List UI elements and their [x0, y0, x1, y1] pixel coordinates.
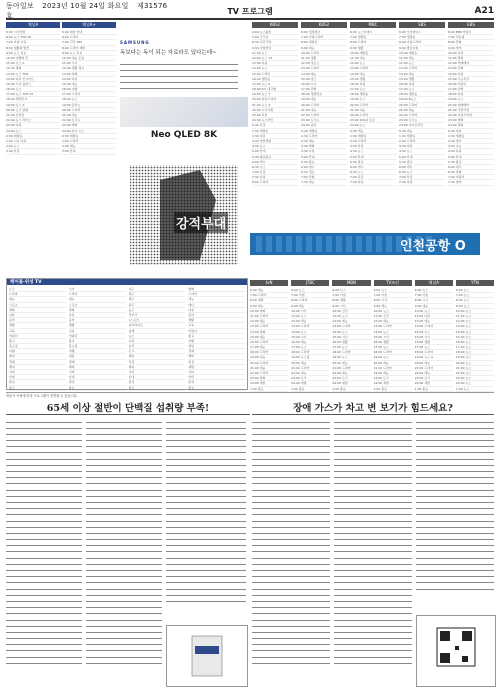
product-image [167, 626, 247, 686]
left-tv-panel [6, 22, 116, 272]
poster-title: 강적부대 [174, 212, 228, 233]
cable-box-title: 케이블·위성 TV [7, 279, 247, 285]
bottom-col-2: 6:00 뉴스 7:00 아침 8:00 드라마 9:00 예능 10:00 시사 11:00 뉴스 12:00 예능 13:00 드라마 14:00 뉴스 15:00 시사 16:00 예능 17:00 뉴스 18:00 드라마 19:00 뉴스룸 20:00 예능 21:00 드라마 22:00 예능 23:00 토크 24:00 재방 1:00 종료 [291, 288, 329, 392]
right-article-headline: 장애 가스가 차고 변 보기가 힘드세요? [252, 400, 494, 415]
cable-col-3: 야구 축구 배구 골프 농구 격투기 e스포츠 하이라이트 중계 뉴스 다큐 분석 토크 재방 특집 해외 기타 안내 편성 종료 [129, 287, 186, 391]
cable-col-2: 시사 드라마 예능 스포츠 영화 다큐 음악 생활 교육 어린이 종교 홈쇼핑 여행 게임 경제 해외 기타 안내 편성 종료 [69, 287, 126, 391]
ad-product: Neo QLED 8K [150, 130, 218, 141]
left-col1-head: 채널A [6, 22, 60, 28]
ad-brand: SAMSUNG [120, 40, 150, 45]
movie-poster [120, 160, 248, 270]
banner-text: 인천공항 O [400, 239, 466, 254]
page-number: A21 [474, 6, 495, 16]
bottom-col-5: 6:00 뉴스 7:00 아침 8:00 시사 9:00 예능 10:00 뉴스 11:00 다큐 12:00 예능 13:00 드라마 14:00 뉴스 15:00 시사 16:00 생활 17:00 뉴스 18:00 드라마 19:00 뉴스 A 20:00 예능 21:00 드라마 22:00 예능 23:00 토크 24:00 재방 1:00 종료 [415, 288, 453, 392]
right-article-col-3 [416, 420, 494, 610]
bottom-head-3: MBN [332, 280, 370, 286]
left-article-headline: 65세 이상 절반이 단백질 섭취량 부족! [6, 400, 250, 415]
left-article-col-3 [166, 420, 246, 620]
left-article-col-1 [6, 420, 82, 685]
right-article-col-1 [252, 420, 330, 685]
top-col-4: 6:00 모닝와이드 7:00 생방송 8:00 아침드라마 9:00 좋은아침 10:00 재방송 11:00 예능 12:00 뉴스 13:00 드라마 14:00 예능 15:00 생활 16:00 다큐 17:00 뉴스 18:00 생방송 19:00 8뉴스 20:00 드라마 21:00 예능 22:00 드라마 23:00 토크쇼 24:00 나이트라인 0:40 예능 1:30 재방송 2:30 드라마 3:30 다큐 4:30 뉴스 5:00 안내 5:30 종료 6:00 개시 6:30 뉴스 7:00 특집 7:30 다큐 [399, 30, 445, 186]
channel-banner [250, 233, 480, 255]
top-head-3: MBC [350, 22, 396, 28]
bottom-head-2: JTBC [291, 280, 329, 286]
top-head-4: SBS [399, 22, 445, 28]
bottom-col-3: 6:00 뉴스 7:00 아침 8:00 생활 9:00 시사 10:00 건강 11:00 뉴스 12:00 예능 13:00 드라마 14:00 뉴스 15:00 시사 16:00 생활 17:00 뉴스 18:00 드라마 19:00 뉴스 20:00 예능 21:00 드라마 22:00 예능 23:00 토크 24:00 재방 1:00 종료 [332, 288, 370, 392]
bottom-head-4: TV조선 [374, 280, 412, 286]
top-head-5: EBS [448, 22, 494, 28]
ad-body [120, 62, 238, 91]
bottom-head-5: 채널A [415, 280, 453, 286]
cable-col-1: 뉴스 드라마 예능 스포츠 영화 다큐 음악 생활 교육 어린이 종교 홈쇼핑 여행 게임 경제 해외 기타 안내 편성 종료 [9, 287, 66, 391]
bottom-col-6: 6:00 뉴스 7:00 뉴스 8:00 뉴스 9:00 뉴스 10:00 뉴스 11:00 뉴스 12:00 뉴스 13:00 뉴스 14:00 뉴스 15:00 뉴스 16:00 뉴스 17:00 뉴스 18:00 뉴스 19:00 뉴스 20:00 뉴스 21:00 뉴스 22:00 뉴스 23:00 뉴스 24:00 뉴스 1:00 뉴스 [456, 288, 494, 392]
bottom-col-1: 6:00 예능 7:00 드라마 8:00 재방 9:00 예능 10:00 영화 11:00 드라마 12:00 예능 13:00 드라마 14:00 영화 15:00 예능 16:00 드라마 17:00 예능 18:00 드라마 19:00 예능 20:00 드라마 21:00 예능 22:00 드라마 23:00 영화 24:00 재방 1:00 종료 [250, 288, 288, 392]
header-date: 2023년 10월 24일 화요일 [42, 2, 129, 10]
bottom-tv-grid [250, 280, 494, 391]
left-article-box [166, 625, 248, 687]
cable-col-4: 영화 드라마 예능 애니 다큐 음악 생활 교육 어린이 종교 여행 게임 경제 해외 특집 재방 기타 안내 편성 종료 [188, 287, 245, 391]
header-meta [6, 1, 169, 21]
page-header [6, 4, 494, 20]
left-col2-head: 채널A+ [62, 22, 116, 28]
cable-box [6, 278, 248, 390]
bottom-head-6: YTN [456, 280, 494, 286]
samsung-ad [120, 40, 248, 140]
top-head-2: KBS2 [301, 22, 347, 28]
left-article-col-2 [86, 420, 162, 685]
qr-box [416, 615, 496, 687]
left-col1-listings: 5:00 시사랑방 6:00 뉴스 TOP 10 7:20 아침 다큐 8:00 생활의 발견 9:00 뉴스 특보 10:00 여행의 맛 11:00 뉴스 A 12:20 명의 13:00 뉴스 TOP 14:00 다큐 인사이트 15:00 시사 플러스 16:00 뉴스 17:00 뉴스 TOP 10 18:00 세상만사 19:00 뉴스 A 20:00 도시 탐험 21:00 강적들 22:00 뉴스 라이브 23:00 다큐 24:00 뉴스 0:30 재방송 1:00 시사 다큐 2:00 뉴스 3:00 특집 [6, 30, 60, 155]
section-title: TV 프로그램 [227, 6, 273, 16]
footnote: 방송사 사정에 따라 프로그램이 변경될 수 있습니다. [6, 392, 494, 398]
tv-image [120, 97, 248, 127]
right-article-col-2 [334, 420, 412, 685]
top-col-5: 6:00 EBS 어린이 7:00 딩동댕 8:00 만화 9:00 영어 10:00 다큐 11:00 명의 12:00 세계테마 13:00 만화 14:00 다큐 15:00 수능특강 16:00 어린이 17:00 만화 18:00 다큐 19:00 뉴스 20:00 세계테마 21:00 극한직업 22:00 다큐프라임 23:00 영화 24:00 명의 0:40 다큐 1:30 재방송 2:30 영어 3:30 수능 4:30 다큐 5:00 안내 5:30 종료 6:00 개시 6:30 만화 7:00 어린이 7:30 영어 [448, 30, 494, 186]
paper-name: 동아일보 [6, 2, 34, 10]
top-head-1: KBS1 [252, 22, 298, 28]
bottom-head-1: tvN [250, 280, 288, 286]
ad-headline: 독보다는 독이 되는 자료라도 있다는데~ [120, 50, 217, 56]
top-col-2: 6:00 생생정보 7:00 아침드라마 8:00 재방송 9:00 예능 10:00 드라마 11:00 생활 12:00 정보쇼 13:00 드라마 14:00 예능 15:00 퀴즈 16:00 시사 17:00 만화 18:00 생생정보 19:00 예능 20:00 드라마 21:00 예능 22:00 드라마 23:00 토크쇼 24:00 음악 0:40 재방송 1:30 드라마 2:30 예능 3:30 영화 4:30 다큐 5:00 안내 5:30 종료 6:00 개시 6:30 정보 7:00 만화 7:30 예능 [301, 30, 347, 186]
top-col-1: 6:00 뉴스광장 7:00 굿모닝 8:30 인간극장 9:30 아침마당 11:00 뉴스 12:00 뉴스 12 13:00 다큐 14:00 뉴스 15:00 드라마 16:00 생방송 17:00 뉴스 5 18:00 6시 내고향 19:00 뉴스 7 20:00 일일드라마 21:00 뉴스 9 22:00 시사기획 23:00 다큐 24:00 뉴스라인 0:40 특집 1:30 재방송 2:30 다큐 3:30 영상앨범 4:30 뉴스 5:00 안내 5:30 방송종료 6:00 개시 6:30 뉴스 7:00 특집 7:30 다큐 8:00 드라마 [252, 30, 298, 186]
header-issue: 제31576호 [6, 2, 168, 20]
top-col-3: 6:00 뉴스투데이 7:00 생방송 8:00 드라마 9:00 생활 10:00 재방송 11:00 예능 12:00 뉴스 13:00 드라마 14:00 예능 15:00 생활 16:00 다큐 17:00 뉴스 18:00 생방송 19:00 뉴스 20:00 드라마 21:00 예능 22:00 드라마 23:00 100분 토론 24:00 뉴스 0:40 예능 1:30 재방송 2:30 드라마 3:30 다큐 4:30 뉴스 5:00 안내 5:30 종료 6:00 개시 6:30 뉴스 7:00 특집 7:30 다큐 [350, 30, 396, 186]
bottom-col-4: 6:00 뉴스 7:00 아침 8:00 시사 9:00 예능 10:00 뉴스 11:00 건강 12:00 예능 13:00 드라마 14:00 뉴스 15:00 시사 16:00 생활 17:00 뉴스 18:00 드라마 19:00 뉴스 20:00 예능 21:00 드라마 22:00 예능 23:00 토크 24:00 재방 1:00 종료 [374, 288, 412, 392]
qr-code-icon [417, 616, 495, 686]
top-tv-grid [252, 22, 494, 232]
left-col2-listings: 5:00 채널 안내 6:00 드라마 7:00 건강 365 8:00 드라마 재방 9:00 뉴스 특보 10:00 예능 모음 11:00 시사 12:00 생활 정보 13:00 영화 14:00 다큐 15:00 예능 16:00 여행 17:00 드라마 18:00 뉴스 19:00 음악쇼 20:00 드라마 21:00 예능 22:00 토크쇼 23:00 영화 24:00 심야 뉴스 0:30 재방송 1:00 드라마 2:00 예능 3:00 안내 [62, 30, 116, 155]
